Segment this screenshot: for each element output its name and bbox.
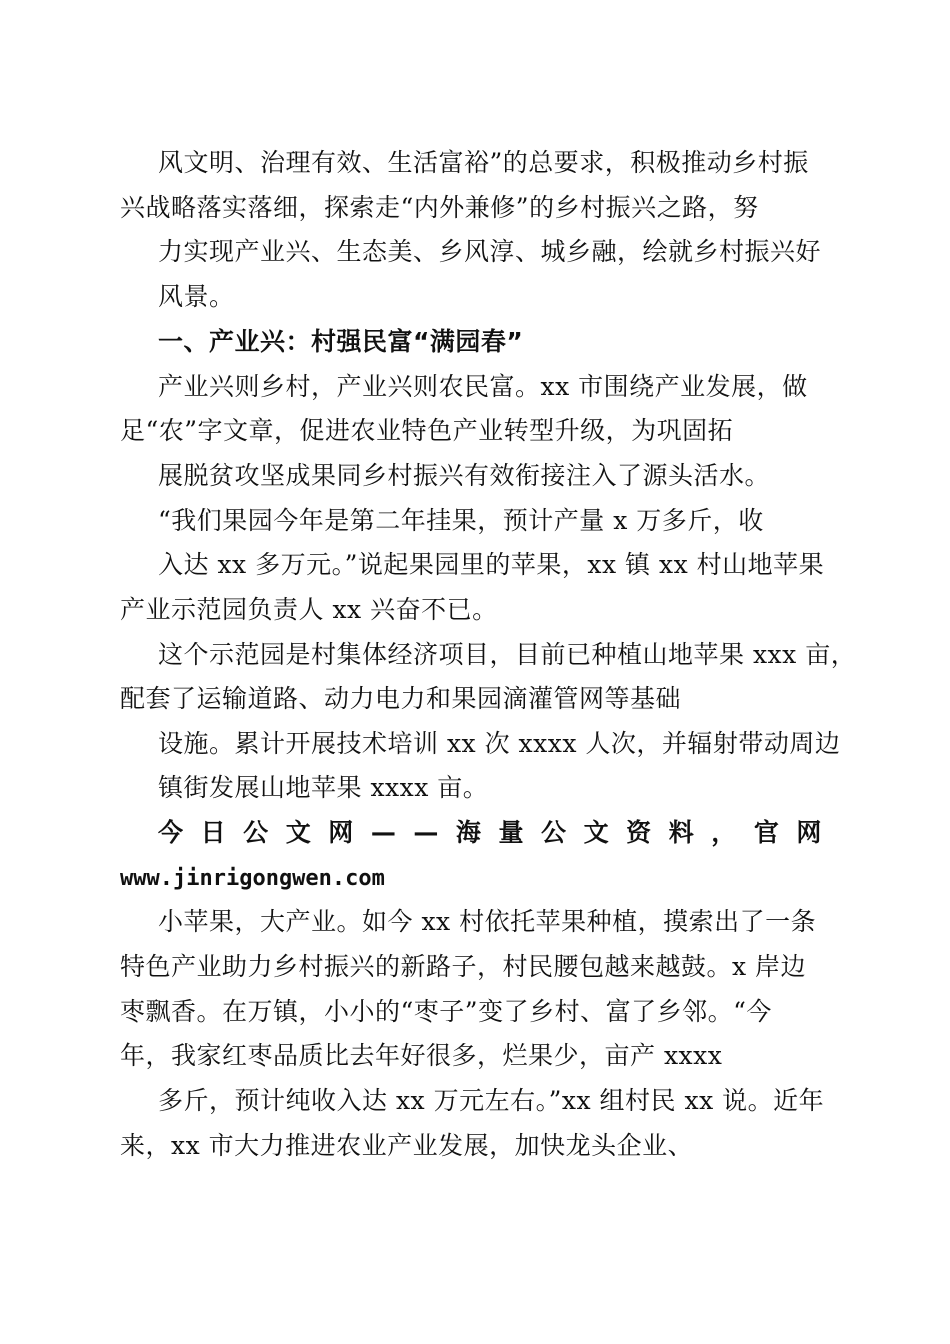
paragraph-line: 入达 xx 多万元。”说起果园里的苹果，xx 镇 xx 村山地苹果 — [158, 550, 825, 579]
banner-char: 公 — [541, 818, 567, 847]
paragraph-line: 展脱贫攻坚成果同乡村振兴有效衔接注入了源头活水。 — [158, 461, 771, 490]
banner-char: 量 — [498, 818, 524, 847]
paragraph-line: 来，xx 市大力推进农业产业发展，加快龙头企业、 — [120, 1131, 694, 1160]
paragraph-line: 力实现产业兴、生态美、乡风淳、城乡融，绘就乡村振兴好 — [158, 237, 822, 266]
banner-char: ， — [711, 818, 737, 847]
banner-char: 料 — [668, 818, 695, 847]
paragraph-line: 这个示范园是村集体经济项目，目前已种植山地苹果 xxx 亩， — [158, 640, 857, 669]
paragraph-line: 兴战略落实落细，探索走“内外兼修”的乡村振兴之路，努 — [120, 193, 759, 222]
website-banner — [158, 818, 822, 848]
paragraph-line: 配套了运输道路、动力电力和果园滴灌管网等基础 — [120, 684, 682, 713]
paragraph-line: 产业兴则乡村，产业兴则农民富。xx 市围绕产业发展，做 — [158, 372, 808, 401]
section-heading: 一、产业兴：村强民富“满园春” — [158, 327, 524, 356]
paragraph-line: 设施。累计开展技术培训 xx 次 xxxx 人次，并辐射带动周边 — [158, 729, 841, 758]
paragraph-line: 风景。 — [158, 282, 235, 311]
banner-char: 网 — [328, 818, 354, 847]
paragraph-line: 足“农”字文章，促进农业特色产业转型升级，为巩固拓 — [120, 416, 734, 445]
banner-char: — — [370, 818, 397, 847]
paragraph-line: 特色产业助力乡村振兴的新路子，村民腰包越来越鼓。x 岸边 — [120, 952, 807, 981]
banner-char: 资 — [626, 818, 652, 847]
banner-char: — — [413, 818, 439, 847]
banner-char: 公 — [243, 818, 269, 847]
banner-char: 海 — [455, 818, 482, 847]
banner-char: 网 — [796, 818, 822, 847]
banner-char: 日 — [200, 818, 227, 847]
paragraph-line: 产业示范园负责人 xx 兴奋不已。 — [120, 595, 498, 624]
banner-char: 今 — [158, 818, 184, 847]
paragraph-line: 镇街发展山地苹果 xxxx 亩。 — [158, 773, 489, 802]
paragraph-line: 小苹果，大产业。如今 xx 村依托苹果种植，摸索出了一条 — [158, 907, 817, 936]
banner-char: 官 — [753, 818, 780, 847]
paragraph-line: 多斤，预计纯收入达 xx 万元左右。”xx 组村民 xx 说。近年 — [158, 1086, 825, 1115]
paragraph-line: 枣飘香。在万镇，小小的“枣子”变了乡村、富了乡邻。“今 — [120, 997, 772, 1026]
banner-char: 文 — [583, 818, 610, 847]
paragraph-line: “我们果园今年是第二年挂果，预计产量 x 万多斤，收 — [158, 506, 764, 535]
website-url: www.jinrigongwen.com — [120, 866, 385, 891]
paragraph-line: 年，我家红枣品质比去年好很多，烂果少，亩产 xxxx — [120, 1041, 723, 1070]
paragraph-line: 风文明、治理有效、生活富裕”的总要求，积极推动乡村振 — [158, 148, 809, 177]
banner-char: 文 — [285, 818, 312, 847]
